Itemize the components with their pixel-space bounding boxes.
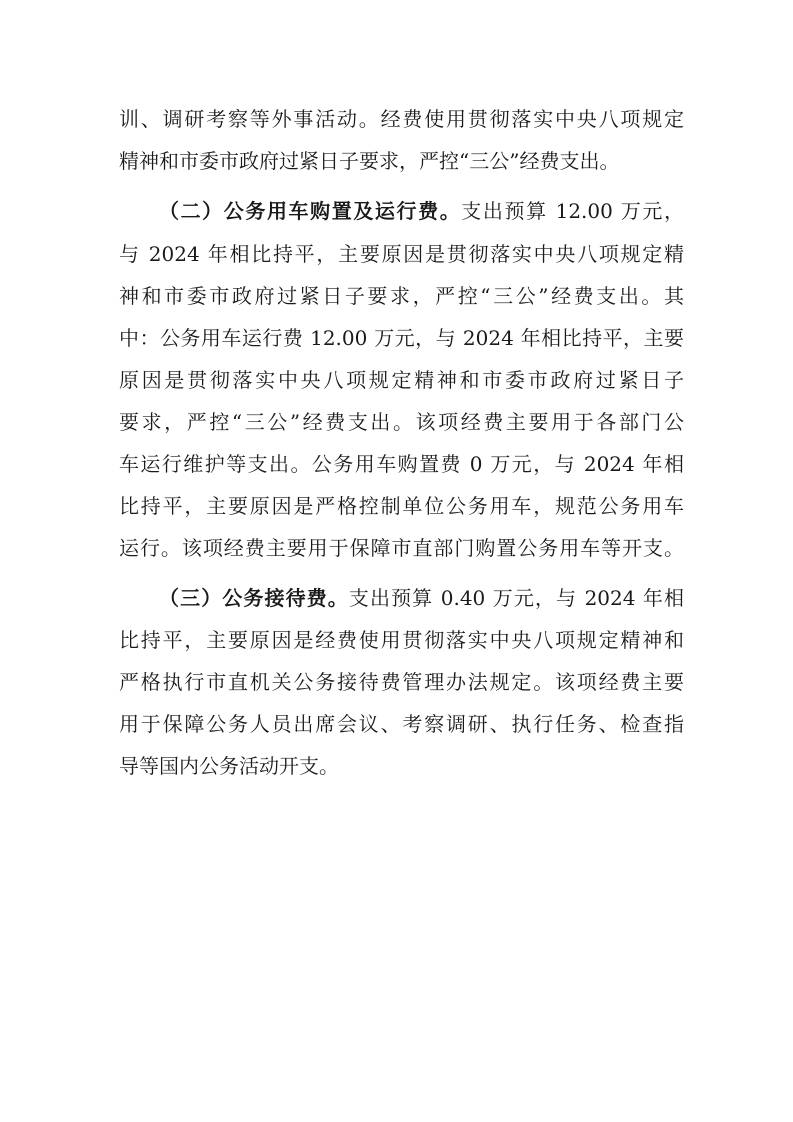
text-line: 要求，严控“三公”经费支出。该项经费主要用于各部门公 bbox=[119, 410, 684, 434]
text-line-with-heading bbox=[159, 580, 684, 616]
text-line: 中：公务用车运行费 12.00 万元，与 2024 年相比持平，主要 bbox=[119, 326, 684, 350]
section-heading-vehicles: （二）公务用车购置及运行费。 bbox=[159, 199, 462, 223]
text-line: 训、调研考察等外事活动。经费使用贯彻落实中央八项规定 bbox=[119, 107, 684, 131]
text-run: 支出预算 12.00 万元， bbox=[461, 199, 684, 223]
text-run: 支出预算 0.40 万元，与 2024 年相 bbox=[348, 586, 684, 610]
text-line: 导等国内公务活动开支。 bbox=[119, 754, 339, 778]
text-line: 神和市委市政府过紧日子要求，严控“三公”经费支出。其 bbox=[119, 284, 684, 308]
text-line: 运行。该项经费主要用于保障市直部门购置公务用车等开支。 bbox=[119, 536, 684, 560]
text-line: 用于保障公务人员出席会议、考察调研、执行任务、检查指 bbox=[119, 712, 684, 736]
text-line: 原因是贯彻落实中央八项规定精神和市委市政府过紧日子 bbox=[119, 368, 684, 392]
text-line-with-heading bbox=[159, 193, 684, 229]
text-line: 车运行维护等支出。公务用车购置费 0 万元，与 2024 年相 bbox=[119, 452, 684, 476]
text-line: 与 2024 年相比持平，主要原因是贯彻落实中央八项规定精 bbox=[119, 242, 684, 266]
text-line: 比持平，主要原因是经费使用贯彻落实中央八项规定精神和 bbox=[119, 628, 684, 652]
section-heading-reception: （三）公务接待费。 bbox=[159, 586, 349, 610]
text-line: 精神和市委市政府过紧日子要求，严控“三公”经费支出。 bbox=[119, 149, 620, 173]
text-line: 严格执行市直机关公务接待费管理办法规定。该项经费主要 bbox=[119, 670, 684, 694]
text-line: 比持平，主要原因是严格控制单位公务用车，规范公务用车 bbox=[119, 494, 684, 518]
